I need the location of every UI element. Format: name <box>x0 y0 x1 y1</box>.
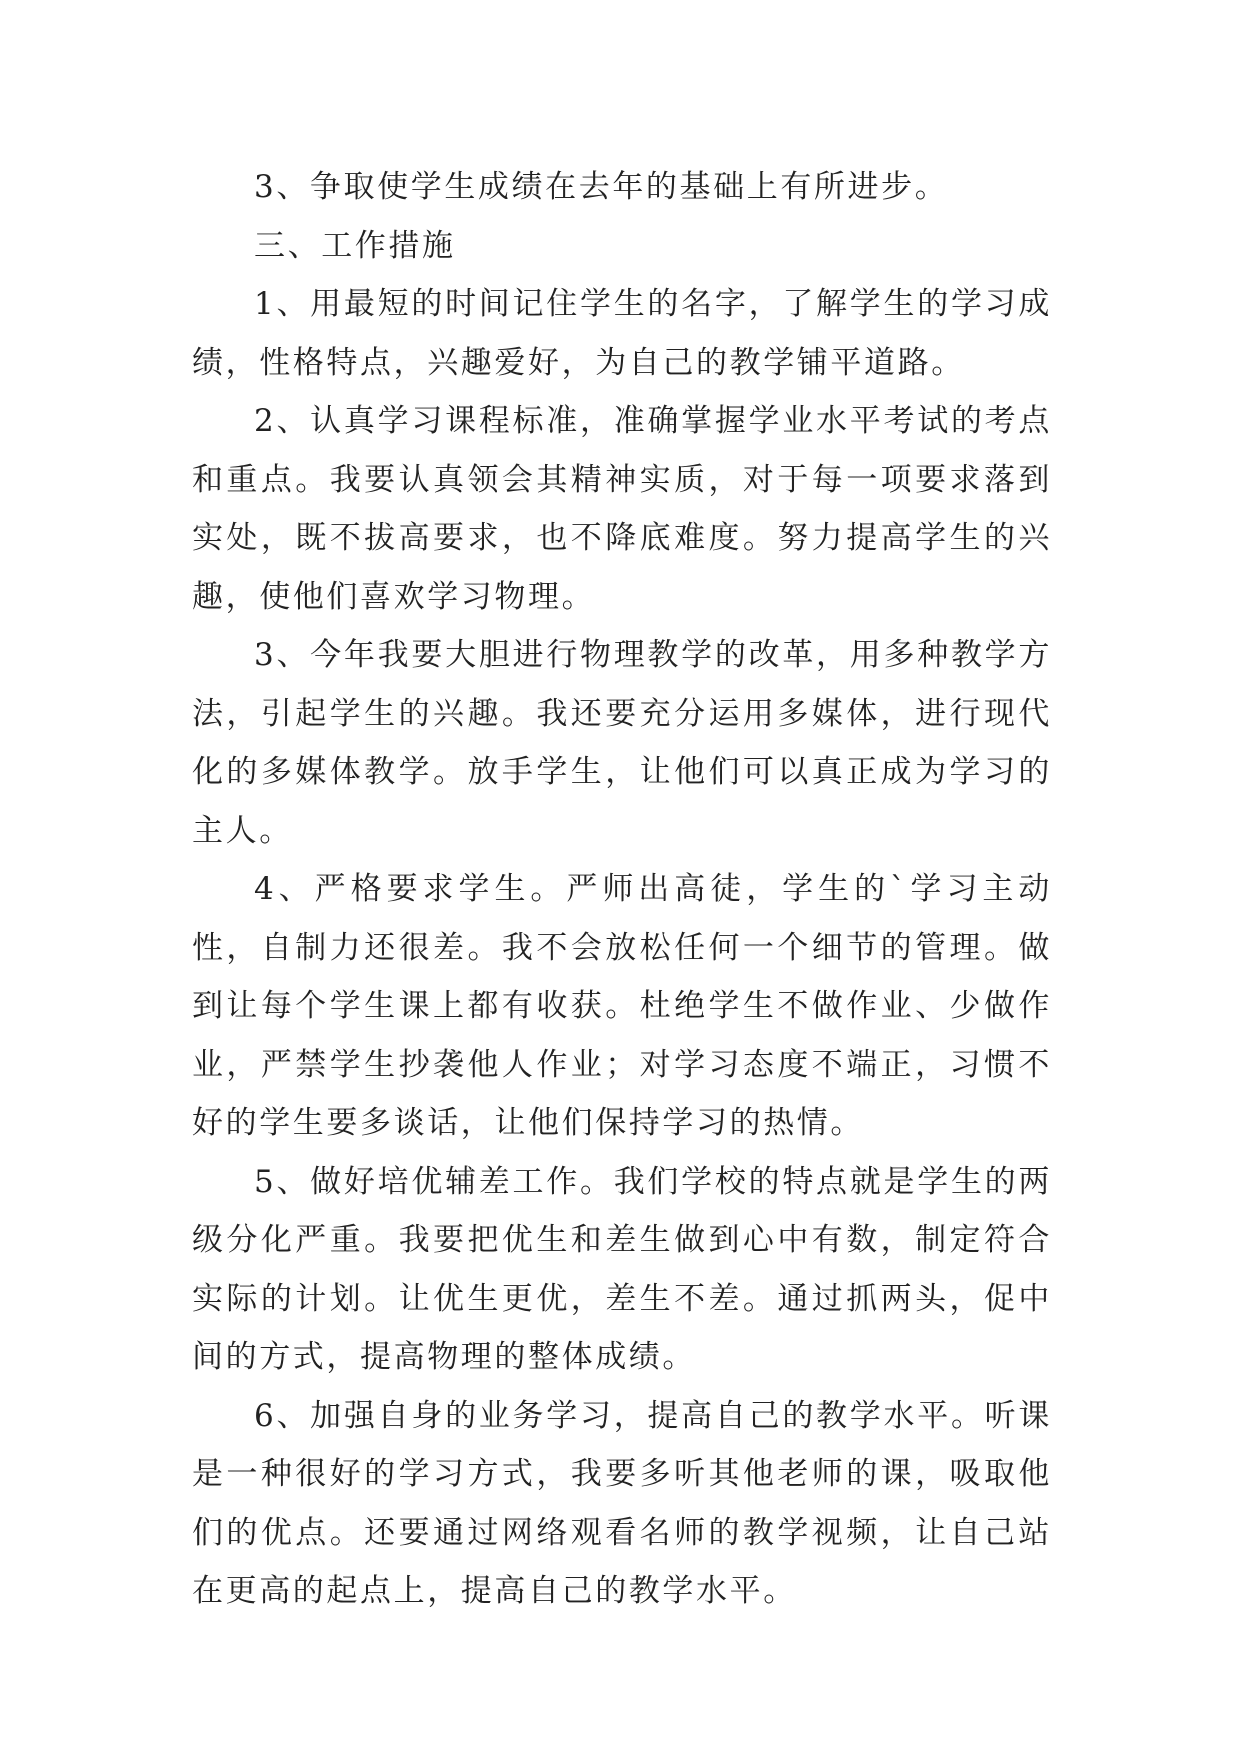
paragraph-measure-1: 1、用最短的时间记住学生的名字，了解学生的学习成绩，性格特点，兴趣爱好，为自己的教学铺平道路。 <box>192 286 1052 381</box>
paragraph-measure-5: 5、做好培优辅差工作。我们学校的特点就是学生的两级分化严重。我要把优生和差生做到心中有数，制定符合实际的计划。让优生更优，差生不差。通过抓两头，促中间的方式，提高物理的整体成绩。 <box>192 1163 1052 1375</box>
paragraph-measure-2: 2、认真学习课程标准，准确掌握学业水平考试的考点和重点。我要认真领会其精神实质，对于每一项要求落到实处，既不拔高要求，也不降底难度。努力提高学生的兴趣，使他们喜欢学习物理。 <box>192 403 1052 615</box>
paragraph-goal-3: 3、争取使学生成绩在去年的基础上有所进步。 <box>254 169 949 205</box>
paragraph-measure-3: 3、今年我要大胆进行物理教学的改革，用多种教学方法，引起学生的兴趣。我还要充分运用多媒体，进行现代化的多媒体教学。放手学生，让他们可以真正成为学习的主人。 <box>192 637 1052 849</box>
document-body <box>192 158 1052 1621</box>
section-heading-measures: 三、工作措施 <box>254 227 456 264</box>
paragraph-measure-6: 6、加强自身的业务学习，提高自己的教学水平。听课是一种很好的学习方式，我要多听其他老师的课，吸取他们的优点。还要通过网络观看名师的教学视频，让自己站在更高的起点上，提高自己的教学水平。 <box>192 1397 1052 1609</box>
paragraph-measure-4: 4、严格要求学生。严师出高徒，学生的`学习主动性，自制力还很差。我不会放松任何一个细节的管理。做到让每个学生课上都有收获。杜绝学生不做作业、少做作业，严禁学生抄袭他人作业；对学习态度不端正，习惯不好的学生要多谈话，让他们保持学习的热情。 <box>192 871 1052 1141</box>
